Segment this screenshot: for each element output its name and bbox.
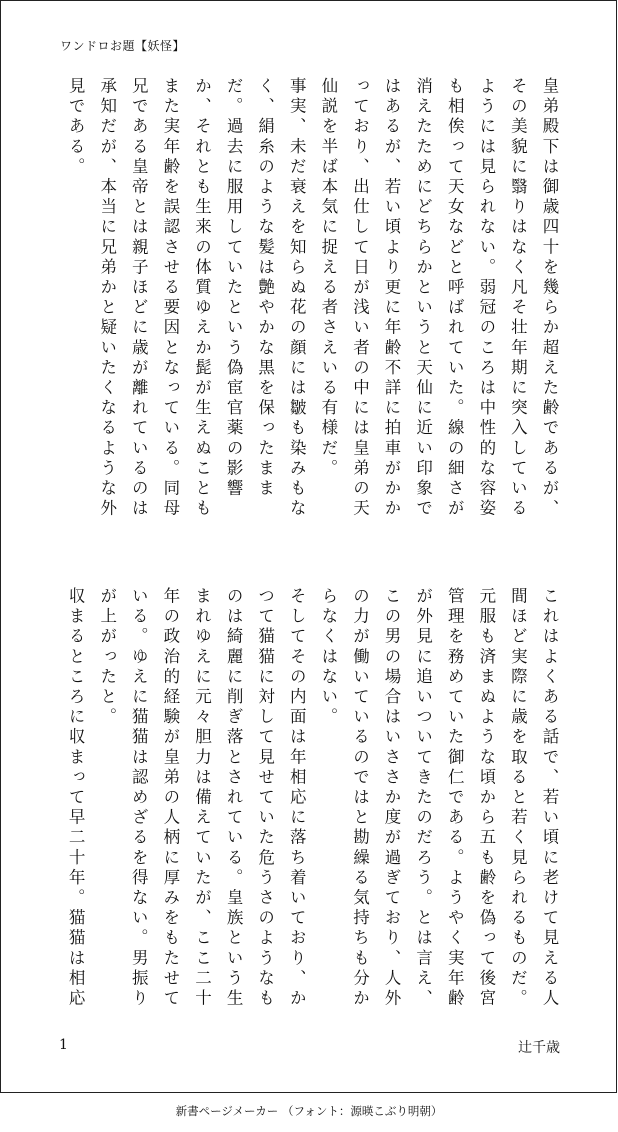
paragraph: 皇弟殿下は御歳四十を幾らか超えた齢であるが、その美貌に翳りはなく凡そ壮年期に突入しているようには見られない。弱冠のころは中性的な容姿も相俟って天女などと呼ばれていた。線の細さが消えたためにどちらかというと天仙に近い印象ではあるが、若い頃より更に年齢不詳に拍車がかかっており、出仕して日が浅い者の中には皇弟の天仙説を半ば本気に捉える者さえいる有様だ。 bbox=[318, 77, 559, 520]
paragraph: そしてその内面は年相応に落ち着いており、かつて猫猫に対して見せていた危うさのようなものは綺麗に削ぎ落とされている。皇族という生まれゆえに元々胆力は備えていたが、ここ二十年の政治的経験が皇弟の人柄に厚みをもたせている。ゆえに猫猫は認めざるを得ない。男振りが上がったと。 bbox=[97, 587, 307, 1010]
paragraph: これはよくある話で、若い頃に老けて見える人間ほど実際に歳を取ると若く見られるものだ。 bbox=[508, 587, 559, 1010]
paragraph: 事実、未だ衰えを知らぬ花の顔には皺も染みもなく、絹糸のような髪は艶やかな黒を保ったままだ。過去に服用していたという偽宦官薬の影響か、それとも生来の体質ゆえか髭が生えぬこともまた実年齢を誤認させる要因となっている。同母兄である皇帝とは親子ほどに歳が離れているのは承知だが、本当に兄弟かと疑いたくなるような外見である。 bbox=[66, 77, 307, 520]
page-header: ワンドロお題【妖怪】 bbox=[60, 39, 186, 53]
generator-credit: 新書ページメーカー （フォント：源暎こぶり明朝） bbox=[175, 1104, 443, 1118]
paragraph: 収まるところに収まって早二十年。猫猫は相応 bbox=[66, 587, 86, 1010]
upper-text-block bbox=[57, 77, 565, 537]
author-name: 辻千歳 bbox=[518, 1040, 560, 1056]
paragraph: 元服も済まぬような頃から五も齢を偽って後宮管理を務めていた御仁である。ようやく実年齢が外見に追いついてきたのだろう。とは言え、この男の場合はいささか度が過ぎており、人外の力が働いているのではと勘繰る気持ちも分からなくはない。 bbox=[318, 587, 496, 1010]
lower-text-block bbox=[57, 587, 565, 1017]
page-number: 1 bbox=[59, 1037, 68, 1053]
